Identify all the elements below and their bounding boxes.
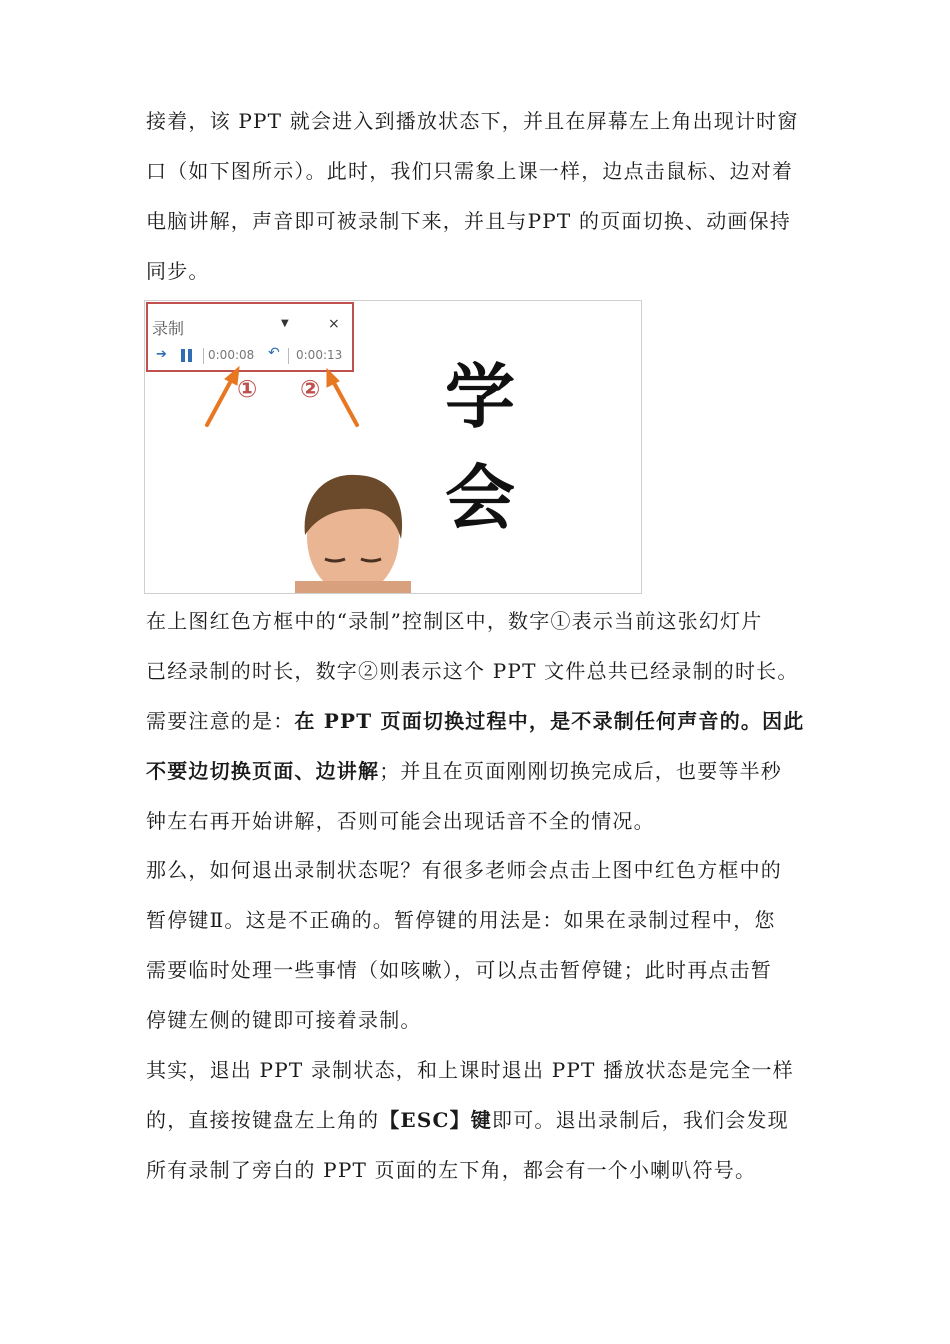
text-line: 那么，如何退出录制状态呢？有很多老师会点击上图中红色方框中的 bbox=[146, 858, 782, 882]
text-line: 已经录制的时长，数字②则表示这个 PPT 文件总共已经录制的时长。 bbox=[146, 659, 799, 683]
text-line bbox=[146, 696, 818, 746]
esc-key-text: 【ESC】键 bbox=[379, 1108, 493, 1132]
text-line: 钟左右再开始讲解，否则可能会出现话音不全的情况。 bbox=[146, 809, 655, 833]
next-arrow-icon[interactable]: ➔ bbox=[156, 347, 167, 362]
text-line: 电脑讲解，声音即可被录制下来，并且与PPT 的页面切换、动画保持 bbox=[146, 209, 792, 233]
chevron-down-icon[interactable]: ▼ bbox=[281, 318, 289, 329]
text-line: 同步。 bbox=[146, 259, 210, 283]
text-line: 停键左侧的键即可接着录制。 bbox=[146, 1008, 422, 1032]
paragraph-pause bbox=[146, 845, 818, 1045]
presenter-photo bbox=[295, 473, 411, 593]
paragraph-exit bbox=[146, 1045, 818, 1195]
arrow-2-shaft bbox=[333, 381, 357, 425]
callout-number-2: ② bbox=[300, 375, 321, 403]
text-line: 需要临时处理一些事情（如咳嗽），可以点击暂停键；此时再点击暂 bbox=[146, 958, 772, 982]
bold-text: 不要边切换页面、边讲解 bbox=[146, 759, 380, 783]
slide-title: 学会 bbox=[445, 356, 563, 539]
text-line bbox=[146, 1095, 818, 1145]
total-time-readout: 0:00:13 bbox=[296, 348, 343, 362]
text-line bbox=[146, 746, 818, 796]
recording-toolbar-title: 录制 bbox=[152, 319, 185, 338]
undo-icon[interactable]: ↶ bbox=[268, 345, 280, 361]
arrow-2-head bbox=[327, 369, 339, 387]
text-line: 所有录制了旁白的 PPT 页面的左下角，都会有一个小喇叭符号。 bbox=[146, 1158, 757, 1182]
arrow-1-shaft bbox=[207, 377, 233, 425]
text-line: 暂停键Ⅱ。这是不正确的。暂停键的用法是：如果在录制过程中，您 bbox=[146, 908, 776, 932]
close-icon[interactable]: × bbox=[328, 316, 340, 332]
text-line: 口（如下图所示）。此时，我们只需象上课一样，边点击鼠标、边对着 bbox=[146, 159, 794, 183]
text-segment: 需要注意的是： bbox=[146, 709, 295, 733]
bold-text: 在 PPT 页面切换过程中，是不录制任何声音的。因此 bbox=[294, 709, 805, 733]
text-line: 在上图红色方框中的“录制”控制区中，数字①表示当前这张幻灯片 bbox=[146, 609, 763, 633]
paragraph-intro bbox=[146, 96, 818, 296]
callout-number-1: ① bbox=[237, 375, 258, 403]
slide-time-readout: 0:00:08 bbox=[208, 348, 255, 362]
text-segment: 的，直接按键盘左上角的 bbox=[146, 1108, 380, 1132]
recording-screenshot bbox=[144, 300, 642, 594]
text-segment: ；并且在页面刚刚切换完成后，也要等半秒 bbox=[379, 759, 783, 783]
text-segment: 即可。退出录制后，我们会发现 bbox=[492, 1108, 789, 1132]
text-line: 接着，该 PPT 就会进入到播放状态下，并且在屏幕左上角出现计时窗 bbox=[146, 109, 799, 133]
text-line: 其实，退出 PPT 录制状态，和上课时退出 PPT 播放状态是完全一样 bbox=[146, 1058, 794, 1082]
paragraph-explanation bbox=[146, 596, 818, 846]
